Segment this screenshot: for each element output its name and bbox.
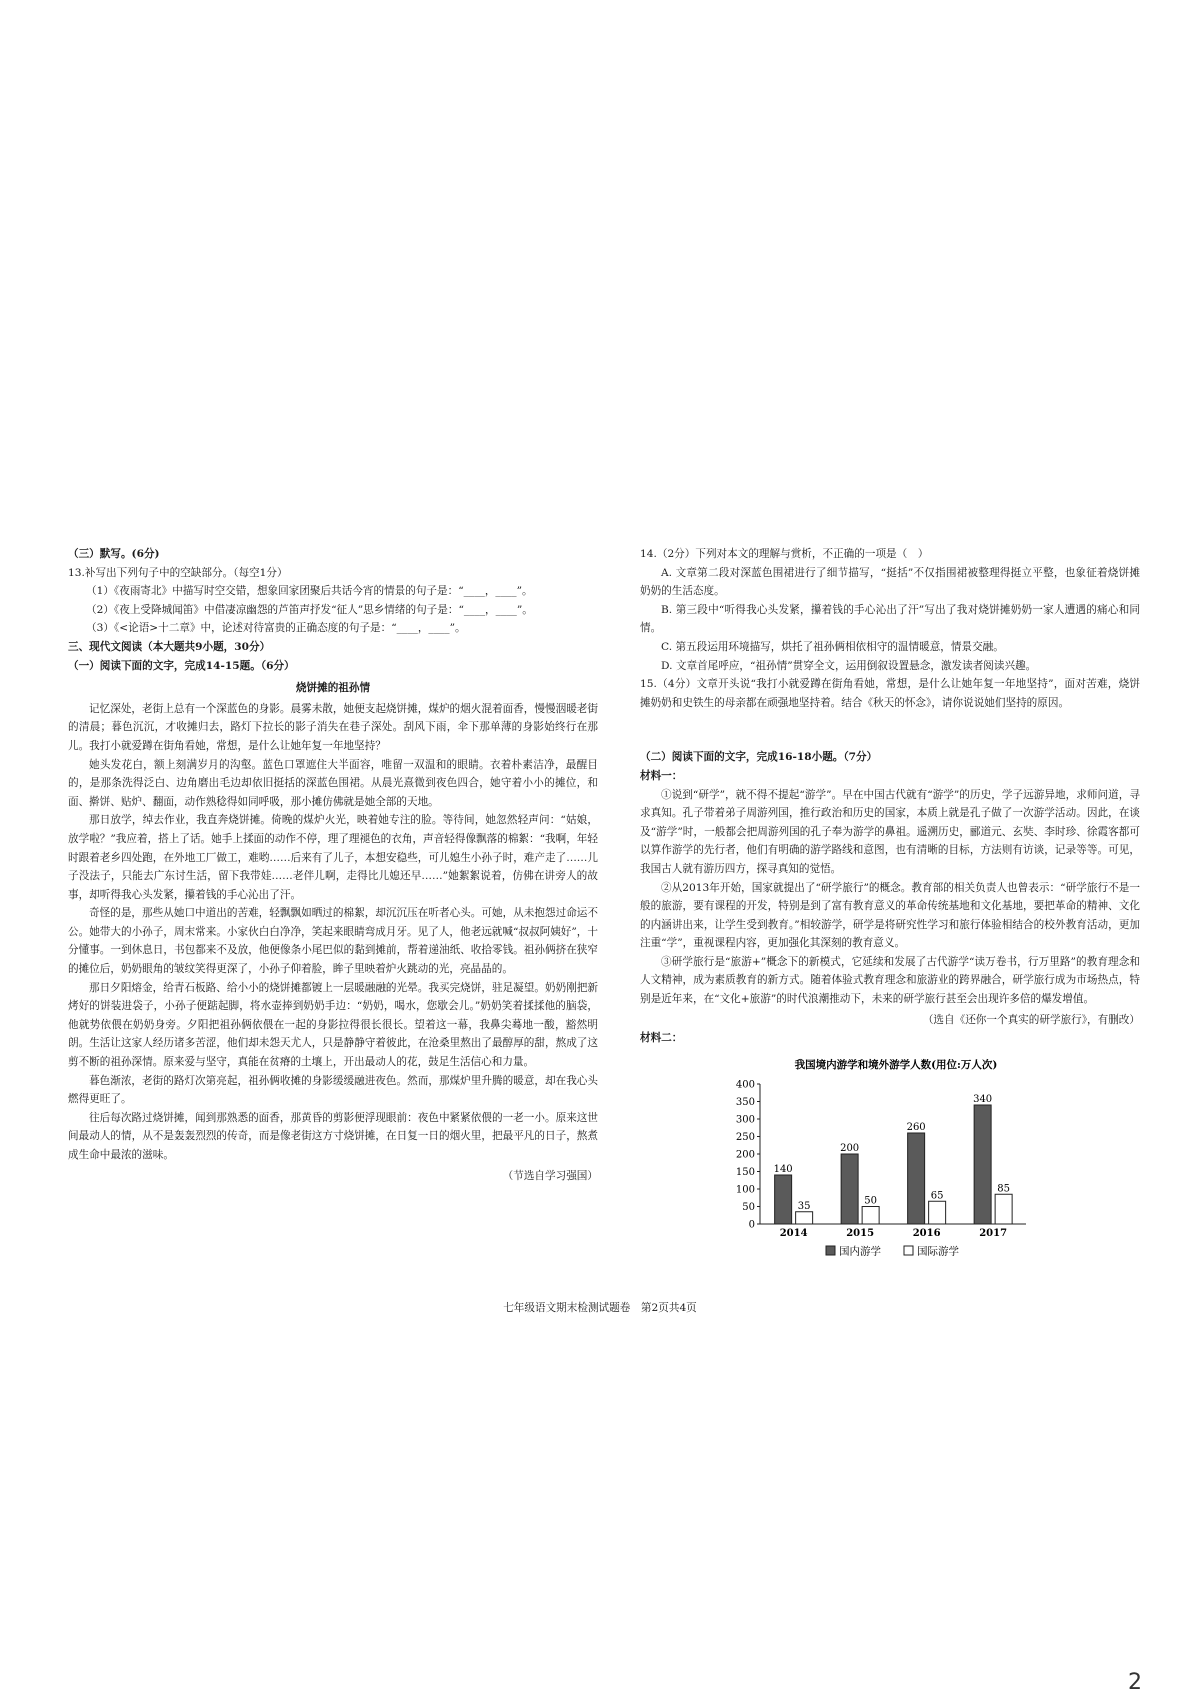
- bar: [862, 1206, 879, 1224]
- x-tick-label: 2014: [779, 1227, 808, 1239]
- x-tick-label: 2017: [979, 1227, 1008, 1239]
- y-tick-label: 400: [735, 1079, 755, 1091]
- bar: [796, 1212, 813, 1224]
- q13-item-2: （2）《夜上受降城闻笛》中借凄凉幽怨的芦笛声抒发“征人”思乡情绪的句子是：“____，____”。: [86, 603, 533, 616]
- reading2-heading: （二）阅读下面的文字，完成16-18小题。（7分）: [640, 751, 878, 764]
- data-label: 260: [906, 1121, 926, 1133]
- q14-option-c: C. 第五段运用环境描写，烘托了祖孙俩相依相守的温情暖意，情景交融。: [661, 640, 1004, 653]
- essay-paragraph: 她头发花白，额上刻满岁月的沟壑。蓝色口罩遮住大半面容，唯留一双温和的眼睛。衣着朴素洁净，最醒目的，是那条洗得泛白、边角磨出毛边却依旧挺括的深蓝色围裙。从晨光熹微到夜色四合，她守着小小的摊位，和面、擀饼、贴炉、翻面，动作熟稔得如同呼吸，那小摊仿佛就是她全部的天地。: [68, 758, 598, 808]
- data-label: 50: [864, 1195, 877, 1207]
- y-tick-label: 150: [735, 1166, 755, 1178]
- material-1-paragraph: ③研学旅行是“旅游+”概念下的新模式，它延续和发展了古代游学“读万卷书，行万里路”的教育理念和人文精神，成为素质教育的新方式。随着体验式教育理念和旅游业的跨界融合，研学旅行成为市场热点，特别是近年来，在“文化+旅游”的时代浪潮推动下，未来的研学旅行甚至会出现许多倍的爆发增值。: [640, 955, 1140, 1006]
- material-1-paragraph: ②从2013年开始，国家就提出了“研学旅行”的概念。教育部的相关负责人也曾表示：“研学旅行不是一般的旅游，要有课程的开发，特别是到了富有教育意义的革命传统基地和文化基地，要把革命的精神、文化的内涵讲出来，让学生受到教育。”相较游学，研学是将研究性学习和旅行体验相结合的校外教育活动，更加注重“学”，重视课程内容，更加强化其深刻的教育意义。: [640, 881, 1140, 950]
- essay-paragraph: 暮色渐浓，老街的路灯次第亮起，祖孙俩收摊的身影缓缓融进夜色。然而，那煤炉里升腾的暖意，却在我心头燃得更旺了。: [68, 1074, 598, 1106]
- data-label: 65: [930, 1190, 944, 1202]
- reading1-heading: （一）阅读下面的文字，完成14-15题。（6分）: [68, 659, 295, 672]
- q14-option-d: D. 文章首尾呼应，“祖孙情”贯穿全文，运用倒叙设置悬念，激发读者阅读兴趣。: [661, 659, 1037, 672]
- q14-option-a: A. 文章第二段对深蓝色围裙进行了细节描写，“挺括”不仅指围裙被整理得挺立平整，也象征着烧饼摊奶奶的生活态度。: [640, 566, 1140, 598]
- legend-swatch: [826, 1246, 835, 1255]
- answer-space: [640, 712, 1140, 748]
- bar: [995, 1194, 1012, 1224]
- bar-chart: [726, 1054, 1066, 1264]
- y-tick-label: 50: [742, 1201, 755, 1213]
- chart-bars: [774, 1094, 1013, 1239]
- y-tick-label: 250: [735, 1131, 755, 1143]
- essay-source: （节选自学习强国）: [502, 1169, 598, 1182]
- essay-paragraph: 奇怪的是，那些从她口中道出的苦难，轻飘飘如晒过的棉絮，却沉沉压在听者心头。可她，从未抱怨过命运不公。她带大的小孙子，周末常来。小家伙白白净净，笑起来眼睛弯成月牙。见了人，他老远就喊“叔叔阿姨好”，十分懂事。一到休息日，书包都来不及放，他便像条小尾巴似的黏到摊前，帮着递油纸、收拾零钱。祖孙俩挤在狭窄的摊位后，奶奶眼角的皱纹笑得更深了，小孙子仰着脸，眸子里映着炉火跳动的光，亮晶晶的。: [68, 907, 598, 976]
- y-tick-label: 350: [735, 1096, 755, 1108]
- essay-paragraph: 记忆深处，老街上总有一个深蓝色的身影。晨雾未散，她便支起烧饼摊，煤炉的烟火混着面香，慢慢洇暖老街的清晨；暮色沉沉，才收摊归去，路灯下拉长的影子消失在巷子深处。刮风下雨，伞下那单薄的身影始终行在那儿。我打小就爱蹲在街角看她，常想，是什么让她年复一年地坚持？: [68, 702, 598, 752]
- material-2-label: 材料二：: [640, 1032, 683, 1045]
- bar: [929, 1201, 946, 1224]
- page-number: 2: [1128, 1670, 1142, 1695]
- data-label: 85: [997, 1183, 1010, 1195]
- y-tick-label: 200: [735, 1149, 755, 1161]
- data-label: 35: [797, 1200, 811, 1212]
- legend-swatch: [904, 1246, 913, 1255]
- data-label: 140: [773, 1163, 793, 1175]
- section-heading-dictation: （三）默写。(6分): [68, 548, 160, 560]
- material-1-source: （选自《还你一个真实的研学旅行》，有删改）: [922, 1013, 1140, 1026]
- bar: [974, 1105, 991, 1224]
- q13-item-3: （3）《<论语>十二章》中，论述对待富贵的正确态度的句子是：“____，____”。: [86, 622, 466, 635]
- legend-label: 国际游学: [917, 1245, 959, 1258]
- material-1-paragraph: ①说到“研学”，就不得不提起“游学”。早在中国古代就有“游学”的历史，学子远游异地，求师问道，寻求真知。孔子带着弟子周游列国，推行政治和历史的国家，本质上就是孔子做了一次游学活动。因此，在谈及“游学”时，一般都会把周游列国的孔子奉为游学的鼻祖。遥溯历史，郦道元、玄奘、李时珍、徐霞客都可以算作游学的先行者，他们有明确的游学路线和意图，也有清晰的目标，方法则有访谈，记录等等。可见，我国古人就有游历四方，探寻真知的觉悟。: [640, 788, 1140, 875]
- y-tick-label: 100: [735, 1184, 755, 1196]
- essay-paragraph: 往后每次路过烧饼摊，闻到那熟悉的面香，那黄昏的剪影便浮现眼前：夜色中紧紧依偎的一老一小。原来这世间最动人的情，从不是轰轰烈烈的传奇，而是像老街这方寸烧饼摊，在日复一日的烟火里，把最平凡的日子，熬煮成生命中最浓的滋味。: [68, 1111, 598, 1161]
- essay-title: 烧饼摊的祖孙情: [295, 682, 371, 695]
- essay-paragraph: 那日放学，绰去作业，我直奔烧饼摊。倚晚的煤炉火光，映着她专注的脸。等待间，她忽然轻声问：“姑娘，放学啦？”我应着，搭上了话。她手上揉面的动作不停，理了理褪色的衣角，声音轻得像飘落的棉絮：“我啊，年轻时跟着老乡四处跑，在外地工厂做工，难哟……后来有了儿子，本想安稳些，可儿媳生小孙子时，难产走了……儿子没法子，只能去广东讨生活，留下我带娃……老伴儿啊，走得比儿媳还早……”她絮絮说着，仿佛在讲旁人的故事，却听得我心头发紧，攥着钱的手心沁出了汗。: [68, 814, 598, 901]
- data-label: 340: [973, 1093, 993, 1105]
- question-15: 15.（4分）文章开头说“我打小就爱蹲在街角看她，常想，是什么让她年复一年地坚持”，面对苦难，烧饼摊奶奶和史铁生的母亲都在顽强地坚持着。结合《秋天的怀念》，请你说说她们坚持的原因。: [640, 678, 1140, 709]
- page-footer: 七年级语文期末检测试题卷 第2页共4页: [503, 1302, 697, 1314]
- right-column: [640, 545, 1140, 1270]
- chart-container: [726, 1054, 1066, 1271]
- material-1-label: 材料一：: [640, 769, 683, 782]
- chart-title: 我国境内游学和境外游学人数(用位:万人次): [794, 1058, 998, 1071]
- essay-paragraph: 那日夕阳熔金，给青石板路、给小小的烧饼摊都镀上一层暖融融的光晕。我买完烧饼，驻足凝望。奶奶刚把新烤好的饼装进袋子，小孙子便踮起脚，将水壶捧到奶奶手边：“奶奶，喝水，您歇会儿。”奶奶笑着揉揉他的脑袋，他就势依偎在奶奶身旁。夕阳把祖孙俩依偎在一起的身影拉得很长很长。望着这一幕，我鼻尖蓦地一酸，豁然明朗。生活让这家人经历诸多苦涩，他们却未怨天尤人，只是静静守着彼此，在沧桑里熬出了最醇厚的甜，熬成了这剪不断的祖孙深情。原来爱与坚守，真能在贫瘠的土壤上，开出最动人的花，鼓足生活信心和力量。: [68, 981, 598, 1069]
- bar: [775, 1175, 792, 1224]
- part-heading-reading: 三、现代文阅读（本大题共9小题，30分）: [68, 640, 271, 653]
- bar: [908, 1133, 925, 1224]
- x-tick-label: 2015: [846, 1227, 875, 1239]
- left-column: [68, 545, 598, 1185]
- x-tick-label: 2016: [912, 1227, 941, 1239]
- legend-label: 国内游学: [839, 1245, 881, 1258]
- question-14: 14.（2分）下列对本文的理解与赏析，不正确的一项是（ ）: [640, 548, 929, 560]
- y-tick-label: 300: [735, 1114, 755, 1126]
- question-13: 13.补写出下列句子中的空缺部分。（每空1分）: [68, 566, 288, 579]
- q14-option-b: B. 第三段中“听得我心头发紧，攥着钱的手心沁出了汗”写出了我对烧饼摊奶奶一家人遭遇的痛心和同情。: [640, 603, 1140, 635]
- y-tick-label: 0: [748, 1219, 755, 1231]
- chart-legend: [826, 1244, 959, 1257]
- q13-item-1: （1）《夜雨寄北》中描写时空交错，想象回家团聚后共话今宵的情景的句子是：“____，____”。: [86, 585, 533, 598]
- data-label: 200: [840, 1142, 860, 1154]
- bar: [841, 1154, 858, 1224]
